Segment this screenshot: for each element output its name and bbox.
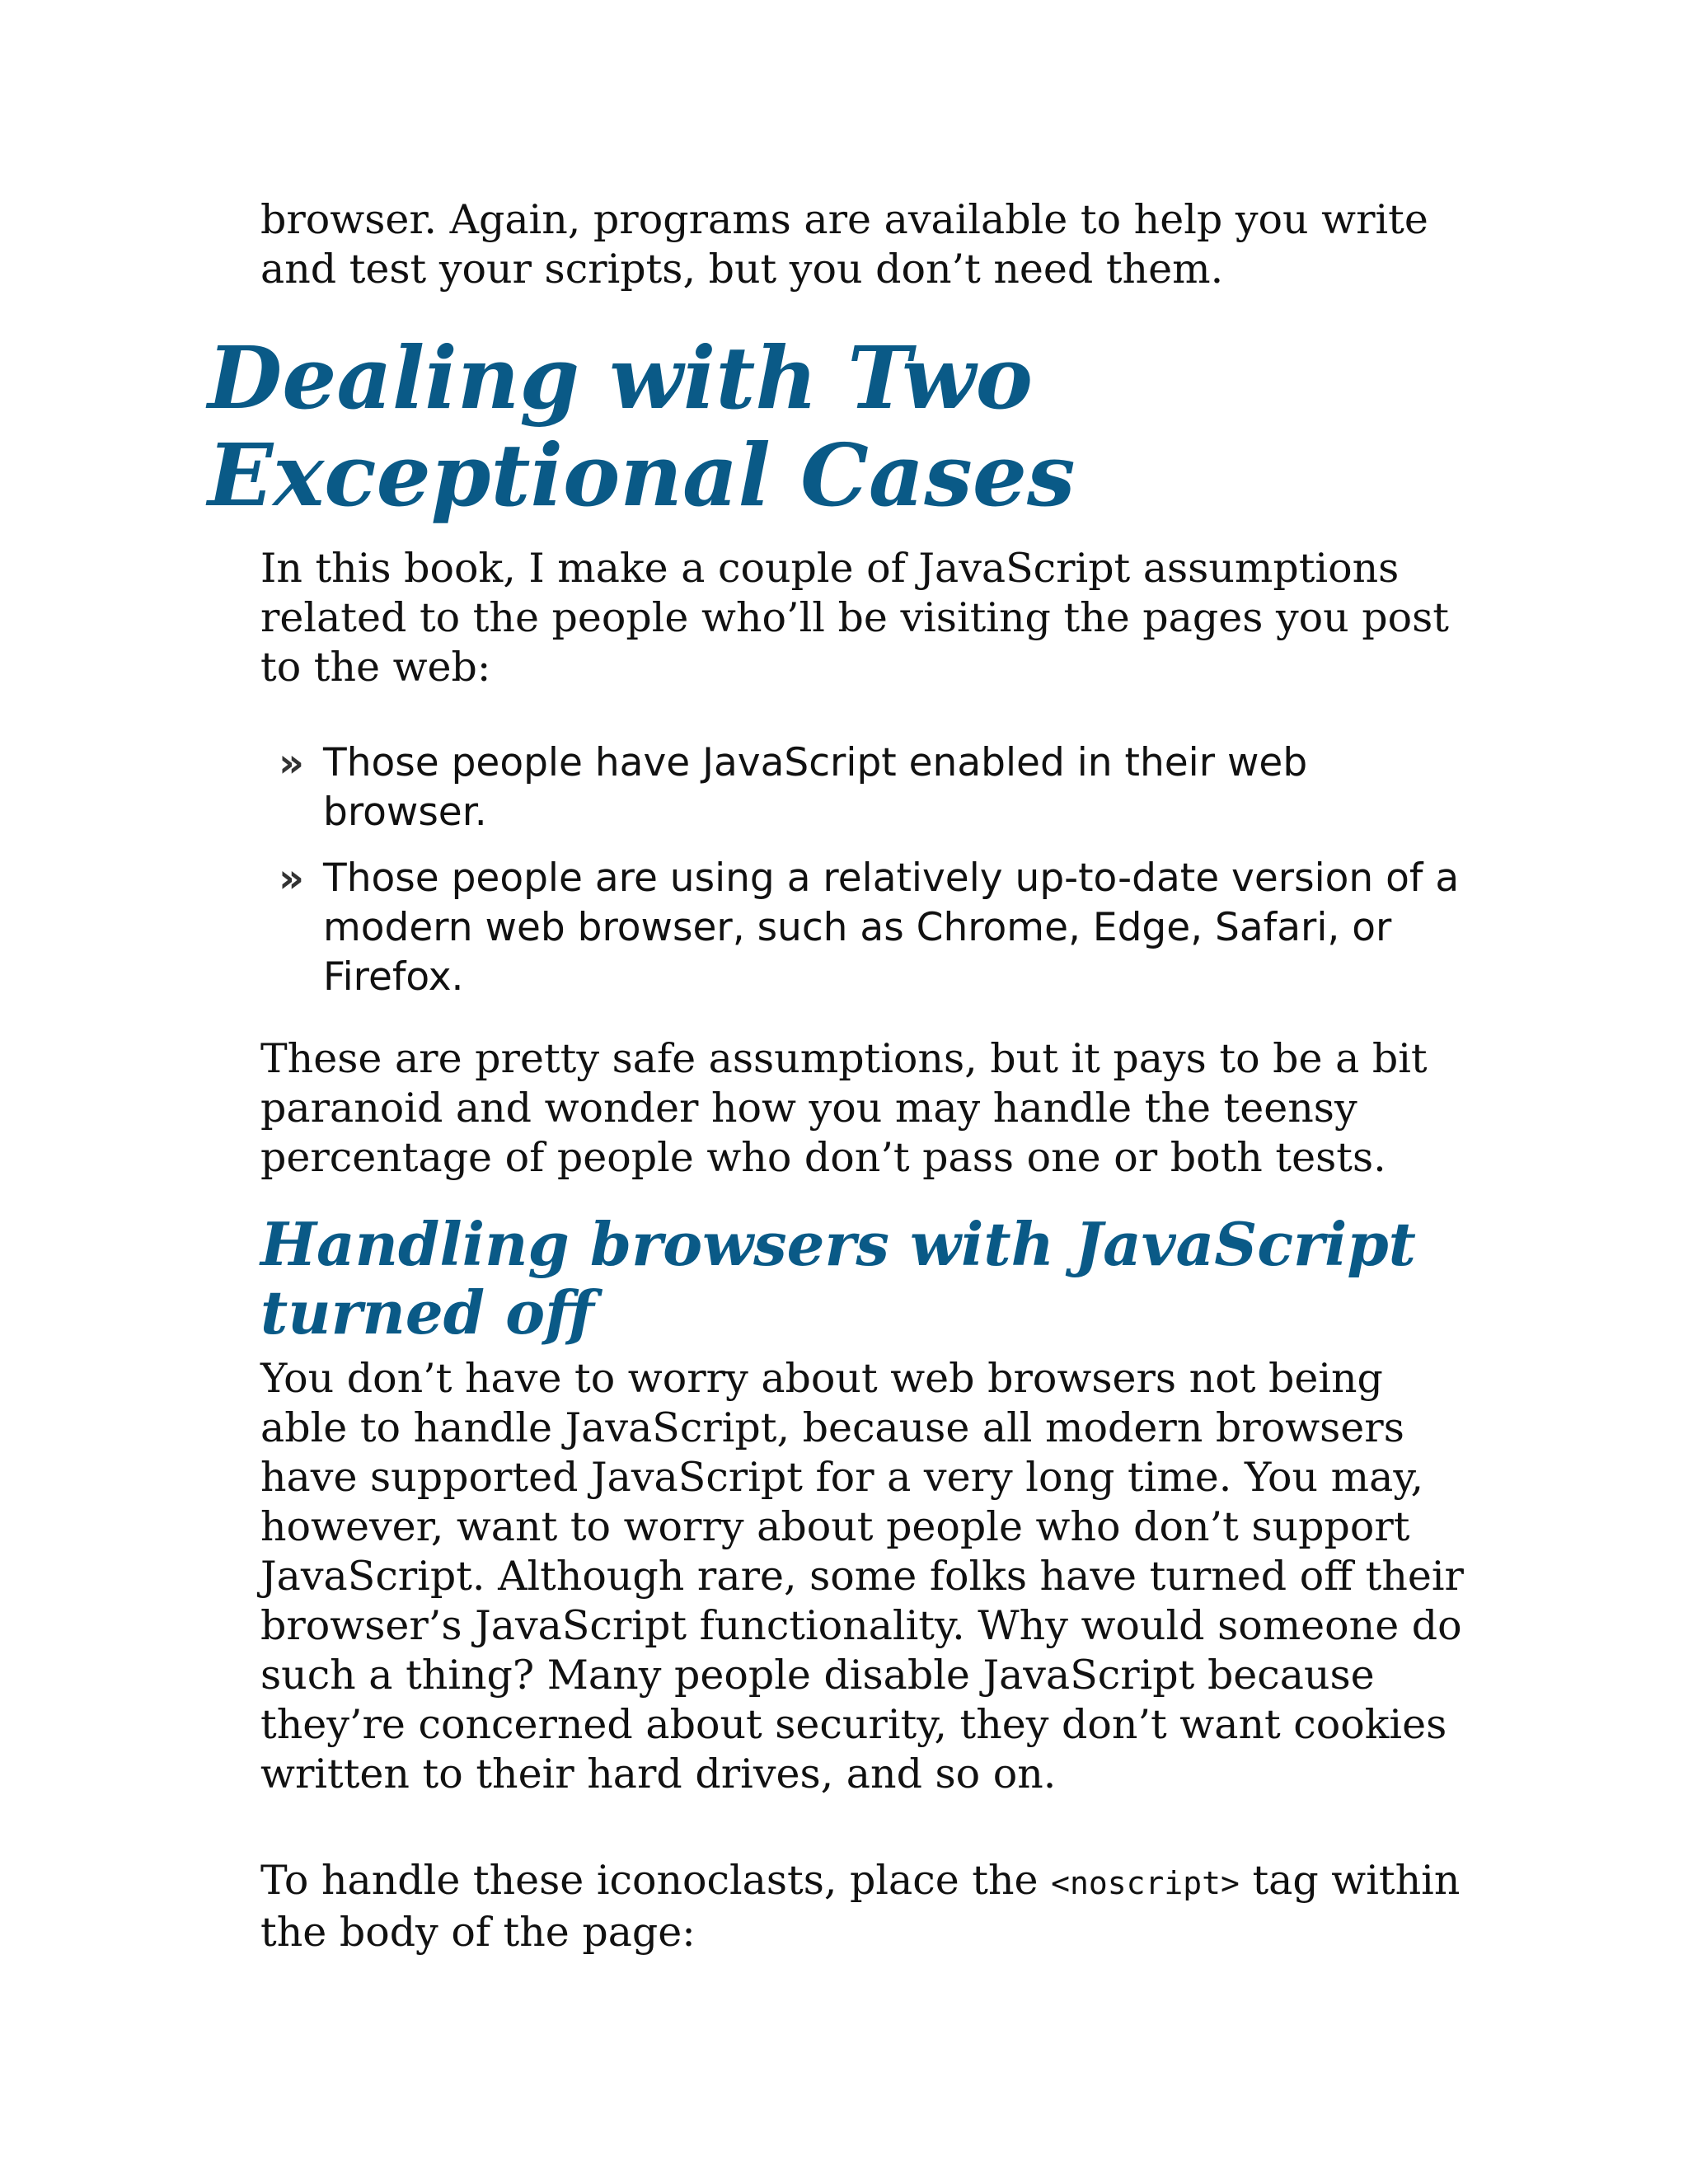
section-closing-paragraph: These are pretty safe assumptions, but it pays to be a bit paranoid and wonder how you may handle the teensy percentage of people who don’t pass one or both tests.	[260, 1035, 1428, 1181]
list-item	[260, 738, 1472, 837]
subsection-heading	[260, 1210, 1497, 1347]
assumptions-list	[260, 738, 1472, 1019]
subsection-heading-line2: turned off	[260, 1277, 594, 1347]
section-heading	[208, 327, 1526, 526]
list-item	[260, 854, 1472, 1002]
list-item-text: Those people have JavaScript enabled in their web browser.	[323, 740, 1308, 835]
paragraph-2-text-start: To handle these iconoclasts, place the	[260, 1857, 1052, 1904]
section-intro-paragraph: In this book, I make a couple of JavaScript assumptions related to the people who’ll be visiting the pages you post to the web:	[260, 545, 1449, 691]
double-chevron-icon: »	[279, 855, 305, 902]
noscript-code: <noscript>	[1051, 1865, 1240, 1901]
section-heading-line1: Dealing with Two	[208, 327, 1034, 429]
paragraph-2-text-end: tag within the body of the page:	[260, 1857, 1461, 1956]
subsection-heading-line1: Handling browsers with JavaScript	[260, 1209, 1416, 1279]
section-heading-line2: Exceptional Cases	[208, 424, 1076, 526]
subsection-paragraph-1: You don’t have to worry about web browsers not being able to handle JavaScript, because all modern browsers have supported JavaScript for a very long time. You may, however, want to worry about people who don’t support JavaScript. Although rare, some folks have turned off their browser’s JavaScript functionality. Why would someone do such a thing? Many people disable JavaScript because they’re concerned about security, they don’t want cookies written to their hard drives, and so on.	[260, 1355, 1464, 1797]
intro-paragraph: browser. Again, programs are available to help you write and test your scripts, but you don’t need them.	[260, 196, 1428, 293]
double-chevron-icon: »	[279, 740, 305, 786]
subsection-paragraph-2	[260, 1856, 1472, 1957]
list-item-text: Those people are using a relatively up-to-date version of a modern web browser, such as Chrome, Edge, Safari, or Firefox.	[323, 855, 1460, 1000]
